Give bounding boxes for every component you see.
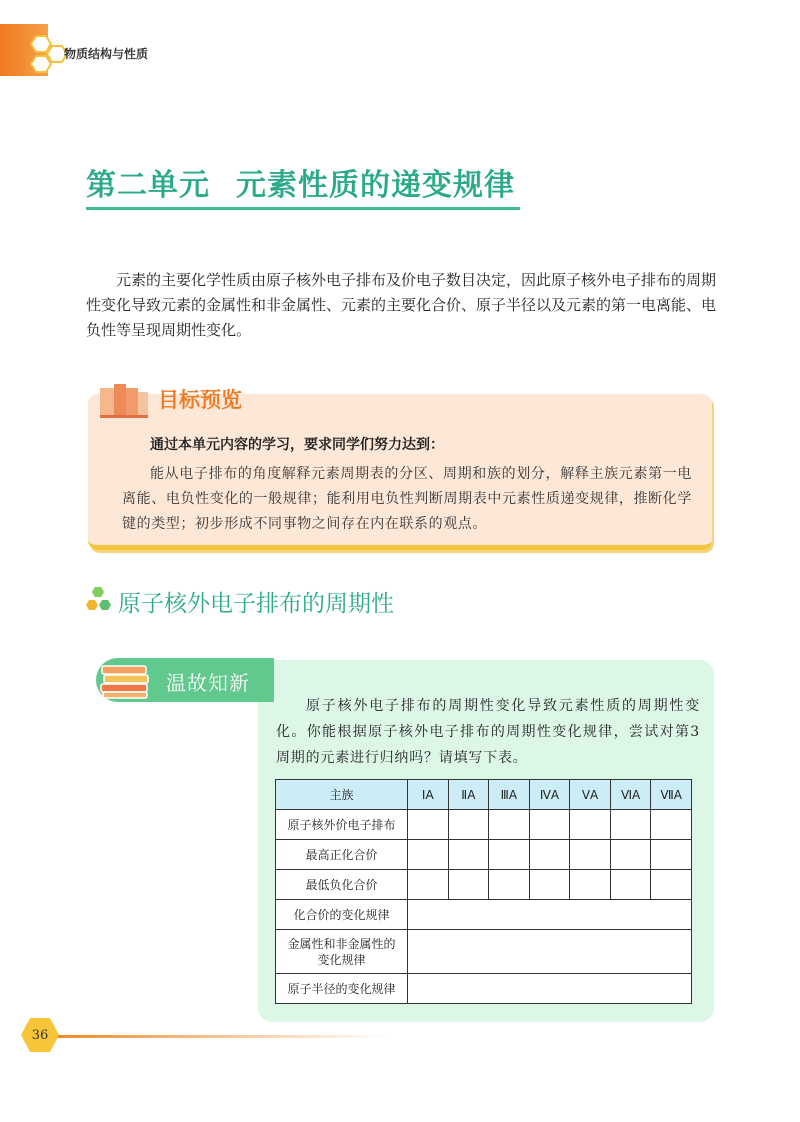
table-header-label: 主族 [276, 780, 408, 810]
group-header: ⅥA [610, 780, 651, 810]
blank-cell-merged[interactable] [408, 974, 692, 1004]
blank-cell[interactable] [408, 840, 449, 870]
row-label: 原子核外价电子排布 [276, 810, 408, 840]
blank-cell[interactable] [610, 840, 651, 870]
unit-number: 第二单元 [86, 168, 210, 203]
blank-cell[interactable] [408, 810, 449, 840]
intro-paragraph: 元素的主要化学性质由原子核外电子排布及价电子数目决定，因此原子核外电子排布的周期性变化导致元素的金属性和非金属性、元素的主要化合价、原子半径以及元素的第一电离能、电负性等呈现周期性变化。 [86, 271, 717, 339]
blank-cell[interactable] [529, 840, 570, 870]
table-row [276, 870, 692, 900]
blank-cell[interactable] [570, 870, 611, 900]
objectives-lead: 通过本单元内容的学习，要求同学们努力达到： [150, 437, 444, 453]
row-label-line: 变化规律 [317, 952, 366, 967]
group-header: ⅦA [651, 780, 692, 810]
table-row [276, 900, 692, 930]
table-header-row [276, 780, 692, 810]
book-title: 物质结构与性质 [64, 47, 149, 61]
row-label: 最低负化合价 [276, 870, 408, 900]
row-label: 化合价的变化规律 [276, 900, 408, 930]
blank-cell[interactable] [529, 810, 570, 840]
blank-cell[interactable] [570, 840, 611, 870]
objectives-title: 目标预览 [158, 388, 242, 412]
blank-cell[interactable] [489, 840, 530, 870]
page-number: 36 [31, 1028, 49, 1043]
blank-cell[interactable] [651, 870, 692, 900]
books-stack-icon [98, 662, 154, 700]
footer-line [58, 1035, 388, 1038]
group-header: ⅠA [408, 780, 449, 810]
blank-cell[interactable] [448, 870, 489, 900]
row-label: 最高正化合价 [276, 840, 408, 870]
group-header: ⅢA [489, 780, 530, 810]
objectives-text: 能从电子排布的角度解释元素周期表的分区、周期和族的划分，解释主族元素第一电离能、电负性变化的一般规律；能利用电负性判断周期表中元素性质递变规律，推断化学键的类型；初步形成不同事物之间存在内在联系的观点。 [122, 466, 692, 532]
row-label-line: 金属性和非金属性的 [287, 936, 396, 951]
blank-cell[interactable] [610, 870, 651, 900]
blank-cell[interactable] [529, 870, 570, 900]
blank-cell[interactable] [448, 840, 489, 870]
row-label [276, 930, 408, 974]
unit-name: 元素性质的递变规律 [236, 168, 515, 203]
blank-cell[interactable] [570, 810, 611, 840]
group-header: ⅡA [448, 780, 489, 810]
title-underline [86, 207, 520, 210]
blank-cell[interactable] [489, 870, 530, 900]
blank-cell[interactable] [651, 840, 692, 870]
review-text: 原子核外电子排布的周期性变化导致元素性质的周期性变化。你能根据原子核外电子排布的周期性变化规律，尝试对第3周期的元素进行归纳吗？请填写下表。 [276, 698, 700, 766]
blank-cell[interactable] [489, 810, 530, 840]
review-title: 温故知新 [166, 671, 250, 695]
group-header: ⅣA [529, 780, 570, 810]
row-label: 原子半径的变化规律 [276, 974, 408, 1004]
blank-cell-merged[interactable] [408, 900, 692, 930]
table-row [276, 810, 692, 840]
section-title: 原子核外电子排布的周期性 [118, 591, 394, 617]
book-icon [98, 382, 150, 418]
table-row [276, 930, 692, 974]
blank-cell[interactable] [610, 810, 651, 840]
blank-cell[interactable] [408, 870, 449, 900]
blank-cell[interactable] [448, 810, 489, 840]
section-hexagon-icon [86, 586, 114, 614]
unit-title [86, 160, 515, 204]
period3-table [275, 779, 692, 1004]
table-row [276, 974, 692, 1004]
blank-cell-merged[interactable] [408, 930, 692, 974]
blank-cell[interactable] [651, 810, 692, 840]
hexagon-cluster-icon [22, 34, 68, 76]
table-row [276, 840, 692, 870]
group-header: ⅤA [570, 780, 611, 810]
